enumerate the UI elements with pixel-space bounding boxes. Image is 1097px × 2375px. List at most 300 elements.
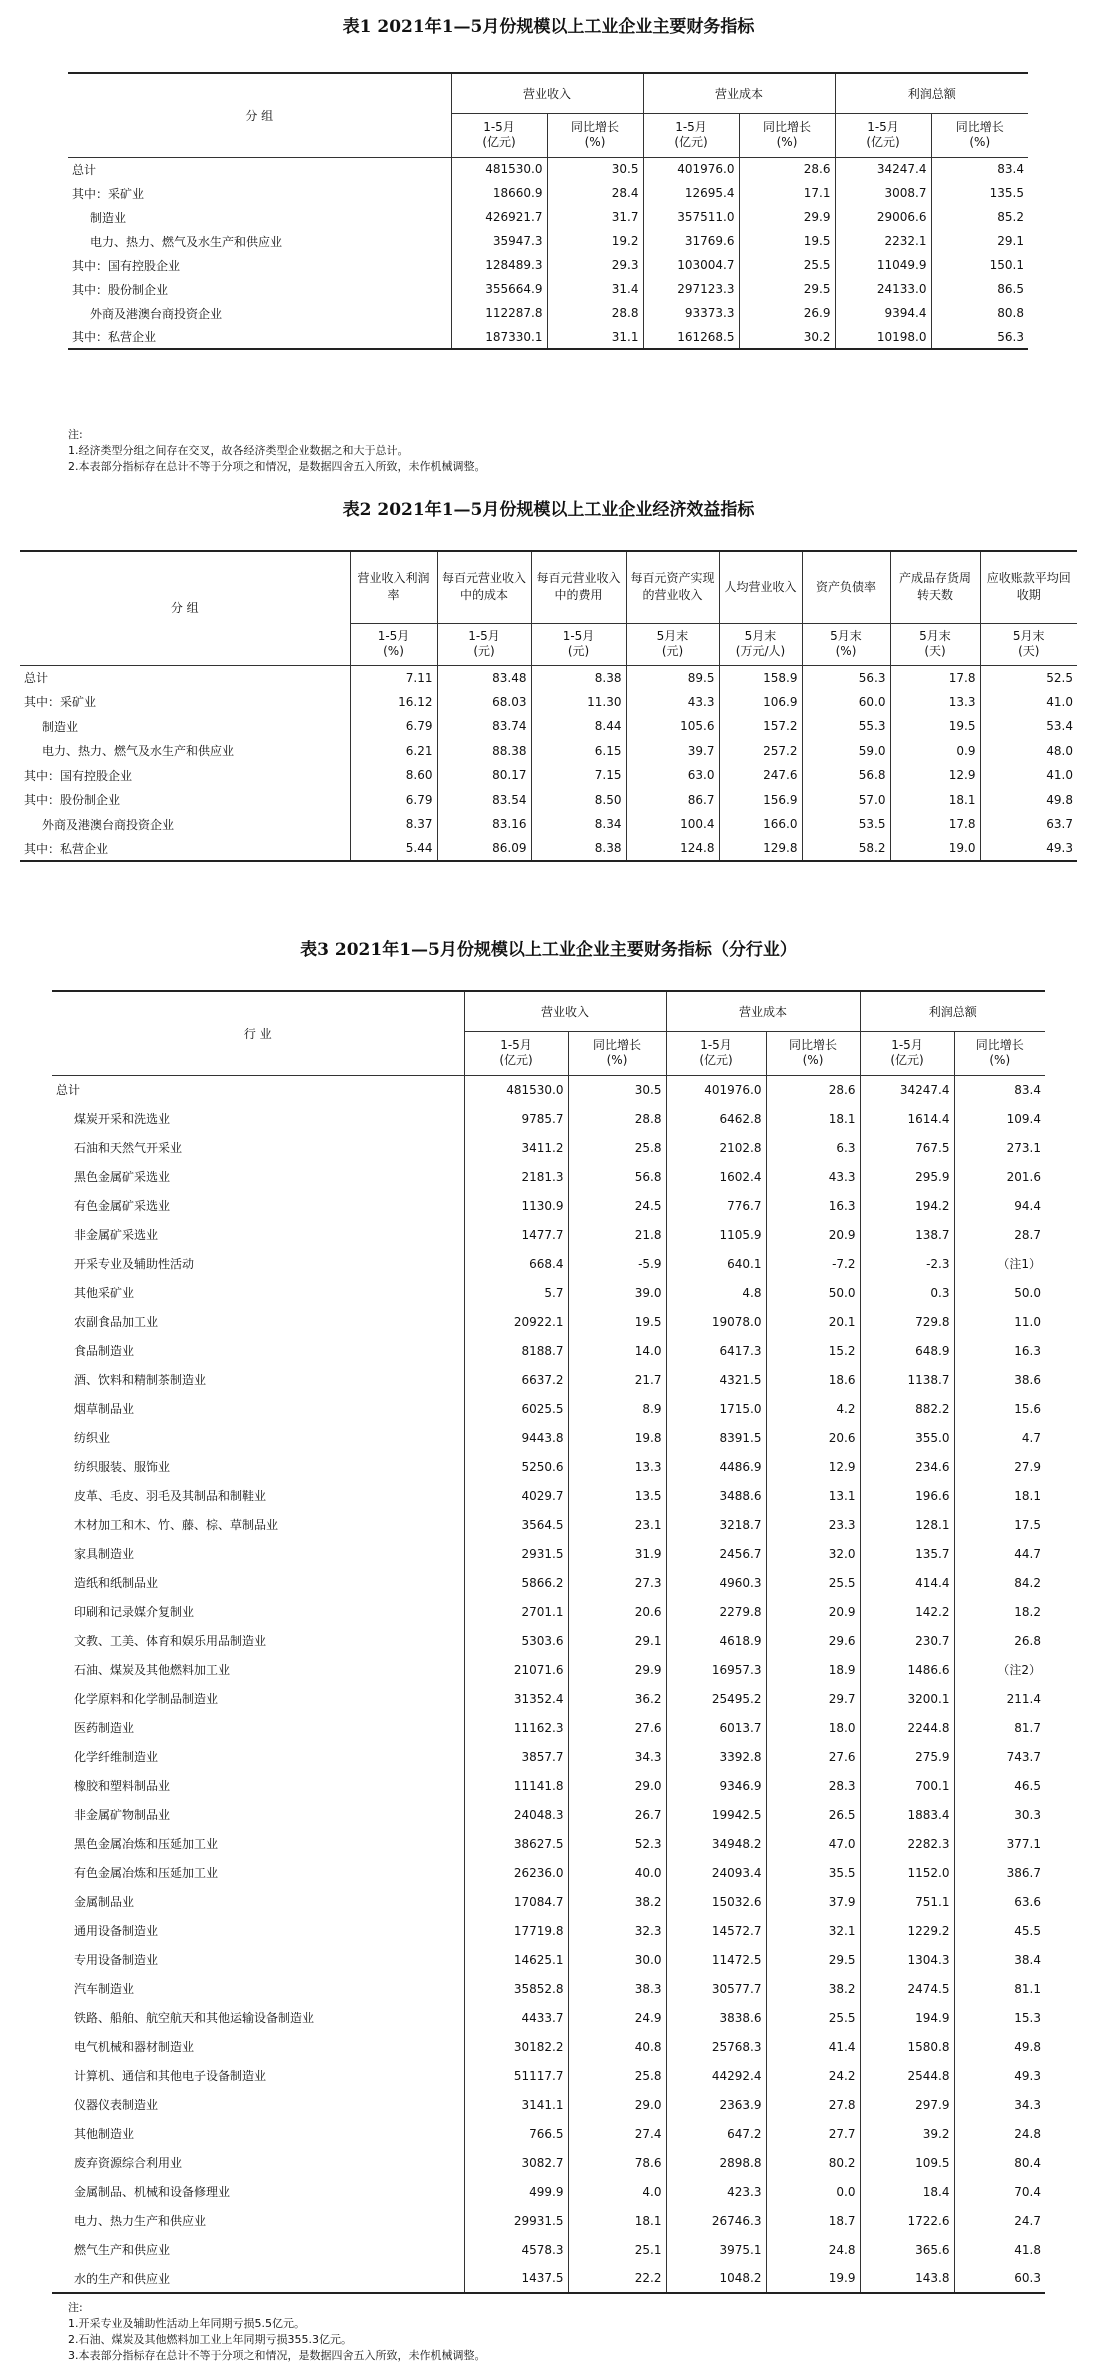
subheader-period — [666, 1031, 766, 1075]
cell-value: 86.5 — [931, 277, 1028, 301]
cell-value: 30.5 — [568, 1075, 666, 1104]
cell-value: 38.2 — [568, 1887, 666, 1916]
cell-value: 83.4 — [954, 1075, 1045, 1104]
note-line: 2.石油、煤炭及其他燃料加工业上年同期亏损355.3亿元。 — [68, 2333, 352, 2346]
column-header: 资产负债率 — [802, 551, 890, 623]
column-unit — [890, 623, 980, 665]
cell-value: 3838.6 — [666, 2003, 766, 2032]
cell-value: 29.1 — [568, 1626, 666, 1655]
cell-value: 26746.3 — [666, 2206, 766, 2235]
cell-value: 60.0 — [802, 690, 890, 715]
cell-value: 19.9 — [766, 2264, 860, 2293]
subheader-period-unit: (亿元) — [699, 1053, 733, 1067]
cell-value: 6.3 — [766, 1133, 860, 1162]
cell-value: 28.8 — [547, 301, 643, 325]
table3-title: 表3 2021年1—5月份规模以上工业企业主要财务指标（分行业） — [300, 940, 797, 960]
cell-value: 28.4 — [547, 181, 643, 205]
cell-value: 196.6 — [860, 1481, 954, 1510]
cell-value: 44.7 — [954, 1539, 1045, 1568]
cell-value: 481530.0 — [451, 157, 547, 181]
cell-value: 88.38 — [437, 739, 531, 764]
cell-value: 11049.9 — [835, 253, 931, 277]
row-label: 其中：国有控股企业 — [24, 768, 133, 783]
cell-value: 4486.9 — [666, 1452, 766, 1481]
cell-value: 4433.7 — [464, 2003, 568, 2032]
cell-value: 34.3 — [568, 1742, 666, 1771]
note-line: 2.本表部分指标存在总计不等于分项之和情况，是数据四舍五入所致，未作机械调整。 — [68, 460, 486, 473]
row-label: 燃气生产和供应业 — [74, 2243, 171, 2257]
table-row — [68, 253, 1028, 277]
column-unit — [626, 623, 719, 665]
row-label: 汽车制造业 — [74, 1982, 135, 1996]
row-label: 其中：国有控股企业 — [72, 258, 181, 273]
row-label: 外商及港澳台商投资企业 — [90, 306, 223, 321]
cell-value: 143.8 — [860, 2264, 954, 2293]
cell-value: 44292.4 — [666, 2061, 766, 2090]
column-unit-period: 5月末 — [744, 629, 777, 643]
table-row — [52, 1887, 1045, 1916]
cell-value: 27.6 — [766, 1742, 860, 1771]
cell-value: 9394.4 — [835, 301, 931, 325]
subheader-growth-label: 同比增长 — [570, 120, 619, 134]
cell-value: 257.2 — [719, 739, 802, 764]
table-row — [68, 325, 1028, 349]
cell-value: 18.1 — [954, 1481, 1045, 1510]
column-unit-period: 1-5月 — [562, 629, 595, 643]
cell-value: 26.5 — [766, 1800, 860, 1829]
table-row — [68, 277, 1028, 301]
table-row — [52, 1278, 1045, 1307]
cell-value: 355.0 — [860, 1423, 954, 1452]
row-label: 烟草制品业 — [74, 1402, 135, 1416]
column-unit-measure: (%) — [835, 644, 857, 658]
cell-value: 109.4 — [954, 1104, 1045, 1133]
column-unit-measure: (元) — [567, 644, 590, 658]
table-row — [68, 301, 1028, 325]
cell-value: 9443.8 — [464, 1423, 568, 1452]
cell-value: 51117.7 — [464, 2061, 568, 2090]
table-row — [52, 1249, 1045, 1278]
cell-value: 32.1 — [766, 1916, 860, 1945]
cell-value: 19.5 — [568, 1307, 666, 1336]
cell-value: 14572.7 — [666, 1916, 766, 1945]
column-unit-measure: (元) — [473, 644, 495, 658]
row-label: 通用设备制造业 — [74, 1924, 159, 1938]
cell-value: 4.0 — [568, 2177, 666, 2206]
cell-value: 24048.3 — [464, 1800, 568, 1829]
cell-value: 63.6 — [954, 1887, 1045, 1916]
subheader-growth — [547, 113, 643, 157]
subheader-period-label: 1-5月 — [675, 120, 707, 134]
cell-value: 31.4 — [547, 277, 643, 301]
cell-value: 365.6 — [860, 2235, 954, 2264]
cell-value: 2456.7 — [666, 1539, 766, 1568]
cell-value: 751.1 — [860, 1887, 954, 1916]
row-label: 总计 — [24, 671, 49, 685]
cell-value: 31352.4 — [464, 1684, 568, 1713]
row-label: 总计 — [56, 1083, 81, 1098]
row-label: 酒、饮料和精制茶制造业 — [74, 1373, 207, 1387]
cell-value: 32.0 — [766, 1539, 860, 1568]
cell-value: 59.0 — [802, 739, 890, 764]
cell-value: 2282.3 — [860, 1829, 954, 1858]
table-row — [52, 2032, 1045, 2061]
cell-value: 30577.7 — [666, 1974, 766, 2003]
row-label: 专用设备制造业 — [74, 1953, 159, 1967]
cell-value: 14.0 — [568, 1336, 666, 1365]
cell-value: 41.0 — [980, 690, 1077, 715]
cell-value: 273.1 — [954, 1133, 1045, 1162]
table-row — [20, 763, 1077, 788]
cell-value: 39.7 — [626, 739, 719, 764]
cell-value: 20.6 — [766, 1423, 860, 1452]
cell-value: 27.4 — [568, 2119, 666, 2148]
cell-value: 28.3 — [766, 1771, 860, 1800]
row-label: 非金属矿物制品业 — [74, 1808, 171, 1822]
cell-value: 129.8 — [719, 837, 802, 862]
row-label: 电力、热力、燃气及水生产和供应业 — [90, 234, 283, 249]
cell-value: 89.5 — [626, 665, 719, 690]
table-row — [52, 1220, 1045, 1249]
cell-value: 4618.9 — [666, 1626, 766, 1655]
row-label: 制造业 — [90, 210, 127, 225]
cell-value: 161268.5 — [643, 325, 739, 349]
cell-value: 158.9 — [719, 665, 802, 690]
cell-value: 21.8 — [568, 1220, 666, 1249]
cell-value: 21071.6 — [464, 1655, 568, 1684]
row-label: 其中：采矿业 — [72, 186, 145, 201]
cell-value: 8.34 — [531, 812, 626, 837]
column-header: 营业收入利润率 — [350, 551, 437, 623]
cell-value: 211.4 — [954, 1684, 1045, 1713]
cell-value: 30182.2 — [464, 2032, 568, 2061]
note-line: 1.开采专业及辅助性活动上年同期亏损5.5亿元。 — [68, 2317, 305, 2330]
cell-value: 297.9 — [860, 2090, 954, 2119]
cell-value: 2474.5 — [860, 1974, 954, 2003]
table-row — [68, 229, 1028, 253]
column-unit — [531, 623, 626, 665]
table-row — [52, 1655, 1045, 1684]
cell-value: 23.3 — [766, 1510, 860, 1539]
cell-value: 767.5 — [860, 1133, 954, 1162]
subheader-period-label: 1-5月 — [483, 120, 515, 134]
cell-value: 17.5 — [954, 1510, 1045, 1539]
subheader-growth-unit: (%) — [989, 1053, 1011, 1067]
cell-value: 80.4 — [954, 2148, 1045, 2177]
column-unit — [350, 623, 437, 665]
cell-value: 60.3 — [954, 2264, 1045, 2293]
row-label: 其他制造业 — [74, 2127, 135, 2141]
cell-value: 12695.4 — [643, 181, 739, 205]
subheader-period — [464, 1031, 568, 1075]
table-row — [52, 1510, 1045, 1539]
cell-value: 30.2 — [739, 325, 835, 349]
subheader-growth-unit: (%) — [802, 1053, 824, 1067]
cell-value: 13.3 — [890, 690, 980, 715]
table-row — [52, 1742, 1045, 1771]
cell-value: 29.9 — [739, 205, 835, 229]
column-header: 每百元资产实现的营业收入 — [626, 551, 719, 623]
cell-value: 156.9 — [719, 788, 802, 813]
row-label: 其中：私营企业 — [72, 330, 157, 344]
cell-value: 3975.1 — [666, 2235, 766, 2264]
cell-value: -5.9 — [568, 1249, 666, 1278]
col-group-revenue: 营业收入 — [451, 73, 643, 113]
cell-value: 20.9 — [766, 1220, 860, 1249]
cell-value: 1722.6 — [860, 2206, 954, 2235]
cell-value: 39.0 — [568, 1278, 666, 1307]
cell-value: 30.3 — [954, 1800, 1045, 1829]
table-row — [52, 1858, 1045, 1887]
column-unit-period: 1-5月 — [468, 629, 500, 643]
subheader-growth-unit: (%) — [606, 1053, 628, 1067]
column-unit — [719, 623, 802, 665]
table-row — [68, 181, 1028, 205]
row-label: 仪器仪表制造业 — [74, 2098, 159, 2112]
cell-value: 52.3 — [568, 1829, 666, 1858]
cell-value: 648.9 — [860, 1336, 954, 1365]
row-label: 黑色金属冶炼和压延加工业 — [74, 1837, 219, 1851]
cell-value: 52.5 — [980, 665, 1077, 690]
cell-value: 25.1 — [568, 2235, 666, 2264]
cell-value: 729.8 — [860, 1307, 954, 1336]
table-row — [52, 1829, 1045, 1858]
subheader-period-label: 1-5月 — [500, 1038, 532, 1052]
cell-value: 426921.7 — [451, 205, 547, 229]
cell-value: 63.0 — [626, 763, 719, 788]
cell-value: 24093.4 — [666, 1858, 766, 1887]
cell-value: 26236.0 — [464, 1858, 568, 1887]
cell-value: 0.3 — [860, 1278, 954, 1307]
cell-value: 8.50 — [531, 788, 626, 813]
cell-value: 1130.9 — [464, 1191, 568, 1220]
cell-value: 106.9 — [719, 690, 802, 715]
subheader-growth-label: 同比增长 — [762, 120, 811, 134]
cell-value: 50.0 — [954, 1278, 1045, 1307]
table-row — [52, 1568, 1045, 1597]
cell-value: 13.3 — [568, 1452, 666, 1481]
cell-value: 1602.4 — [666, 1162, 766, 1191]
row-label: 废弃资源综合利用业 — [74, 2156, 183, 2170]
cell-value: （注1） — [954, 1249, 1045, 1278]
cell-value: 16957.3 — [666, 1655, 766, 1684]
subheader-growth — [931, 113, 1028, 157]
cell-value: 18.7 — [766, 2206, 860, 2235]
cell-value: 25.5 — [766, 2003, 860, 2032]
cell-value: 27.8 — [766, 2090, 860, 2119]
table-row — [52, 1684, 1045, 1713]
cell-value: 31.1 — [547, 325, 643, 349]
row-label: 外商及港澳台商投资企业 — [42, 817, 175, 832]
cell-value: 6.21 — [350, 739, 437, 764]
cell-value: 10198.0 — [835, 325, 931, 349]
cell-value: 194.2 — [860, 1191, 954, 1220]
cell-value: 29.0 — [568, 2090, 666, 2119]
cell-value: 166.0 — [719, 812, 802, 837]
row-label: 木材加工和木、竹、藤、棕、草制品业 — [74, 1518, 279, 1532]
row-label: 电力、热力生产和供应业 — [74, 2214, 207, 2228]
row-label: 电气机械和器材制造业 — [74, 2040, 195, 2054]
cell-value: 29931.5 — [464, 2206, 568, 2235]
cell-value: 1304.3 — [860, 1945, 954, 1974]
cell-value: 22.2 — [568, 2264, 666, 2293]
cell-value: 6417.3 — [666, 1336, 766, 1365]
cell-value: 2701.1 — [464, 1597, 568, 1626]
column-header: 每百元营业收入中的费用 — [531, 551, 626, 623]
cell-value: 26.9 — [739, 301, 835, 325]
cell-value: 25.8 — [568, 2061, 666, 2090]
table1-notes — [68, 427, 486, 475]
cell-value: 83.74 — [437, 714, 531, 739]
row-label: 制造业 — [42, 719, 79, 734]
cell-value: 80.8 — [931, 301, 1028, 325]
col-group-revenue: 营业收入 — [464, 991, 666, 1031]
subheader-period-label: 1-5月 — [700, 1038, 732, 1052]
cell-value: 29.5 — [739, 277, 835, 301]
cell-value: 9346.9 — [666, 1771, 766, 1800]
table-row — [52, 1336, 1045, 1365]
cell-value: 7.11 — [350, 665, 437, 690]
subheader-growth-unit: (%) — [776, 135, 798, 149]
cell-value: 56.3 — [802, 665, 890, 690]
table-row — [52, 2148, 1045, 2177]
row-label: 黑色金属矿采选业 — [74, 1170, 171, 1184]
cell-value: 41.8 — [954, 2235, 1045, 2264]
cell-value: 63.7 — [980, 812, 1077, 837]
cell-value: 8391.5 — [666, 1423, 766, 1452]
column-unit-period: 5月末 — [656, 629, 689, 643]
row-label: 计算机、通信和其他电子设备制造业 — [74, 2069, 267, 2083]
cell-value: 3008.7 — [835, 181, 931, 205]
cell-value: 70.4 — [954, 2177, 1045, 2206]
cell-value: 17.1 — [739, 181, 835, 205]
cell-value: 247.6 — [719, 763, 802, 788]
cell-value: 49.3 — [980, 837, 1077, 862]
cell-value: 103004.7 — [643, 253, 739, 277]
cell-value: 29.5 — [766, 1945, 860, 1974]
cell-value: 48.0 — [980, 739, 1077, 764]
table-row — [68, 205, 1028, 229]
cell-value: 201.6 — [954, 1162, 1045, 1191]
cell-value: 135.5 — [931, 181, 1028, 205]
table-row — [20, 690, 1077, 715]
cell-value: 4.8 — [666, 1278, 766, 1307]
cell-value: 16.3 — [954, 1336, 1045, 1365]
cell-value: 1614.4 — [860, 1104, 954, 1133]
cell-value: 668.4 — [464, 1249, 568, 1278]
table-row — [52, 1481, 1045, 1510]
row-label: 开采专业及辅助性活动 — [74, 1257, 195, 1271]
cell-value: 18.1 — [766, 1104, 860, 1133]
column-unit-period: 5月末 — [830, 629, 862, 643]
cell-value: 401976.0 — [643, 157, 739, 181]
column-unit-measure: (元) — [661, 644, 684, 658]
cell-value: 297123.3 — [643, 277, 739, 301]
cell-value: -7.2 — [766, 1249, 860, 1278]
cell-value: 18660.9 — [451, 181, 547, 205]
cell-value: 8188.7 — [464, 1336, 568, 1365]
cell-value: 86.09 — [437, 837, 531, 862]
col-group-profit: 利润总额 — [835, 73, 1028, 113]
cell-value: 34247.4 — [835, 157, 931, 181]
cell-value: 53.5 — [802, 812, 890, 837]
cell-value: 83.16 — [437, 812, 531, 837]
cell-value: 28.6 — [739, 157, 835, 181]
cell-value: 78.6 — [568, 2148, 666, 2177]
subheader-growth — [954, 1031, 1045, 1075]
table1 — [68, 72, 1028, 350]
cell-value: 18.6 — [766, 1365, 860, 1394]
cell-value: 29.7 — [766, 1684, 860, 1713]
cell-value: 743.7 — [954, 1742, 1045, 1771]
cell-value: 401976.0 — [666, 1075, 766, 1104]
table-row — [52, 1191, 1045, 1220]
group-header: 行 业 — [243, 1026, 272, 1041]
cell-value: 4321.5 — [666, 1365, 766, 1394]
cell-value: 12.9 — [890, 763, 980, 788]
cell-value: 24.9 — [568, 2003, 666, 2032]
cell-value: 5250.6 — [464, 1452, 568, 1481]
cell-value: 1138.7 — [860, 1365, 954, 1394]
cell-value: 86.7 — [626, 788, 719, 813]
table-row — [52, 2206, 1045, 2235]
cell-value: 3411.2 — [464, 1133, 568, 1162]
cell-value: 56.8 — [568, 1162, 666, 1191]
cell-value: 1883.4 — [860, 1800, 954, 1829]
cell-value: 46.5 — [954, 1771, 1045, 1800]
cell-value: 26.8 — [954, 1626, 1045, 1655]
col-group-cost: 营业成本 — [666, 991, 860, 1031]
cell-value: -2.3 — [860, 1249, 954, 1278]
cell-value: 12.9 — [766, 1452, 860, 1481]
cell-value: 36.2 — [568, 1684, 666, 1713]
column-unit-measure: (万元/人) — [735, 644, 786, 658]
table-row — [52, 2061, 1045, 2090]
cell-value: 83.54 — [437, 788, 531, 813]
row-label: 橡胶和塑料制品业 — [74, 1779, 171, 1793]
cell-value: 17.8 — [890, 812, 980, 837]
cell-value: 776.7 — [666, 1191, 766, 1220]
table2-title: 表2 2021年1—5月份规模以上工业企业经济效益指标 — [342, 500, 755, 520]
cell-value: 34.3 — [954, 2090, 1045, 2119]
cell-value: 3141.1 — [464, 2090, 568, 2119]
cell-value: 56.8 — [802, 763, 890, 788]
cell-value: 499.9 — [464, 2177, 568, 2206]
cell-value: 19942.5 — [666, 1800, 766, 1829]
cell-value: 4960.3 — [666, 1568, 766, 1597]
cell-value: 40.0 — [568, 1858, 666, 1887]
cell-value: 700.1 — [860, 1771, 954, 1800]
cell-value: 2544.8 — [860, 2061, 954, 2090]
cell-value: 386.7 — [954, 1858, 1045, 1887]
cell-value: 20922.1 — [464, 1307, 568, 1336]
cell-value: 109.5 — [860, 2148, 954, 2177]
column-unit-measure: (天) — [924, 644, 946, 658]
table-row — [52, 1597, 1045, 1626]
cell-value: 1105.9 — [666, 1220, 766, 1249]
cell-value: 24.8 — [954, 2119, 1045, 2148]
cell-value: 6637.2 — [464, 1365, 568, 1394]
column-unit-period: 5月末 — [1012, 629, 1045, 643]
note-line: 注: — [68, 428, 83, 441]
col-group-profit: 利润总额 — [860, 991, 1045, 1031]
note-line: 注: — [68, 2301, 83, 2314]
cell-value: 26.7 — [568, 1800, 666, 1829]
cell-value: 40.8 — [568, 2032, 666, 2061]
cell-value: 11162.3 — [464, 1713, 568, 1742]
cell-value: 135.7 — [860, 1539, 954, 1568]
cell-value: 49.3 — [954, 2061, 1045, 2090]
